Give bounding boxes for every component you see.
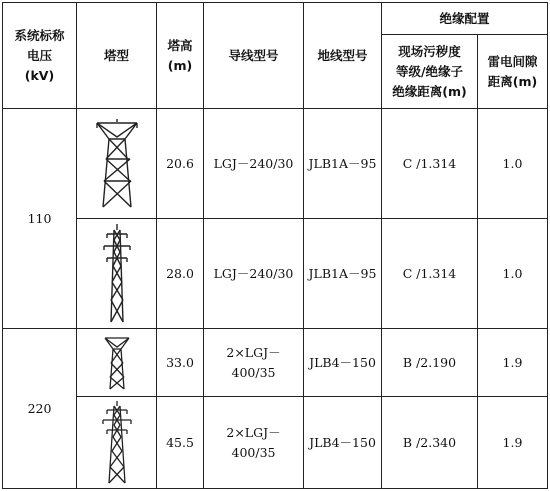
- header-height: 塔高 (m): [157, 3, 204, 109]
- voltage-cell: 110: [3, 109, 77, 329]
- tower-cell: [77, 397, 157, 489]
- tower-cell: [77, 329, 157, 397]
- double-circuit-tower-icon: [99, 224, 135, 324]
- header-insulation-group: 绝缘配置: [382, 3, 548, 35]
- header-lightning-gap: 雷电间隙 距离(m): [478, 35, 548, 109]
- wine-glass-tower-icon: [95, 119, 139, 209]
- conductor-cell: LGJ－240/30: [204, 219, 304, 329]
- height-cell: 20.6: [157, 109, 204, 219]
- conductor-cell: LGJ－240/30: [204, 109, 304, 219]
- pollution-cell: B /2.190: [382, 329, 478, 397]
- header-ground-wire: 地线型号: [304, 3, 382, 109]
- ground-wire-cell: JLB1A－95: [304, 219, 382, 329]
- pollution-cell: B /2.340: [382, 397, 478, 489]
- gap-cell: 1.9: [478, 329, 548, 397]
- header-conductor: 导线型号: [204, 3, 304, 109]
- cat-head-tower-icon: [104, 335, 130, 391]
- ground-wire-cell: JLB4－150: [304, 329, 382, 397]
- gap-cell: 1.9: [478, 397, 548, 489]
- gap-cell: 1.0: [478, 219, 548, 329]
- ground-wire-cell: JLB4－150: [304, 397, 382, 489]
- pollution-cell: C /1.314: [382, 109, 478, 219]
- tall-double-circuit-tower-icon: [98, 401, 136, 485]
- pollution-cell: C /1.314: [382, 219, 478, 329]
- ground-wire-cell: JLB1A－95: [304, 109, 382, 219]
- height-cell: 28.0: [157, 219, 204, 329]
- header-tower-type: 塔型: [77, 3, 157, 109]
- height-cell: 45.5: [157, 397, 204, 489]
- tower-cell: [77, 109, 157, 219]
- header-voltage: 系统标称 电压 (kV): [3, 3, 77, 109]
- conductor-cell: 2×LGJ－ 400/35: [204, 329, 304, 397]
- gap-cell: 1.0: [478, 109, 548, 219]
- conductor-cell: 2×LGJ－ 400/35: [204, 397, 304, 489]
- height-cell: 33.0: [157, 329, 204, 397]
- tower-cell: [77, 219, 157, 329]
- voltage-cell: 220: [3, 329, 77, 489]
- tower-parameter-table: [2, 2, 548, 489]
- header-pollution: 现场污秽度 等级/绝缘子 绝缘距离(m): [382, 35, 478, 109]
